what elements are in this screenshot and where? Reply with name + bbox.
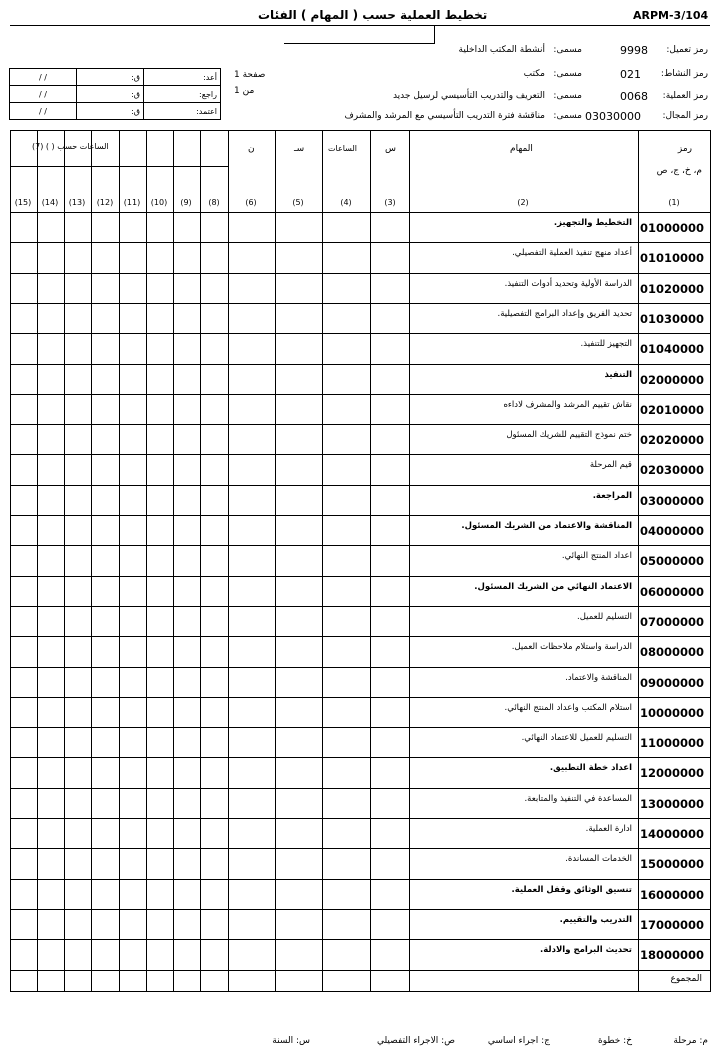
grid-hline — [10, 364, 710, 365]
grid-hline — [10, 485, 710, 486]
info-value: 9998 — [620, 44, 648, 57]
grid-hline — [10, 818, 710, 819]
page-title: تخطيط العملية حسب ( المهام ) الفئات — [258, 8, 488, 22]
col-number: (11) — [123, 198, 141, 207]
row-code: 10000000 — [639, 705, 704, 720]
grid-hline — [10, 788, 710, 789]
grid-hline — [10, 394, 710, 395]
row-task-name: التسليم للعميل. — [577, 611, 632, 622]
grid-hline — [10, 636, 710, 637]
row-task-name: الدراسة واستلام ملاحظات العميل. — [511, 642, 632, 653]
col-number: (1) — [668, 198, 680, 207]
signature-date: / / — [10, 86, 77, 103]
grid-hline — [10, 606, 710, 607]
signature-table — [9, 68, 221, 120]
row-code: 17000000 — [639, 917, 704, 932]
signature-row — [10, 86, 221, 103]
col-sa-header: سـ — [294, 144, 305, 154]
grid-hline — [10, 273, 710, 274]
col-number: (4) — [340, 198, 352, 207]
grid-hline — [10, 130, 710, 131]
col-number: (8) — [208, 198, 220, 207]
grid-vline — [37, 130, 38, 992]
col-number: (2) — [517, 198, 529, 207]
info-name: التعريف والتدريب التأسيسي لرسيل جديد — [392, 91, 545, 101]
col-n-header: ن — [248, 144, 255, 154]
row-code: 15000000 — [639, 857, 704, 872]
row-task-name: التخطيط والتجهيز. — [553, 218, 632, 228]
grid-hline — [10, 879, 710, 880]
row-code: 13000000 — [639, 796, 704, 811]
row-code: 09000000 — [639, 675, 704, 690]
row-task-name: الدراسة الأولية وتحديد أدوات التنفيذ. — [504, 278, 632, 289]
signature-initials: ق: — [77, 69, 144, 86]
grid-vline — [710, 130, 711, 992]
row-code: 02000000 — [639, 372, 704, 387]
signature-date: / / — [10, 69, 77, 86]
col-hours-by-header: الساعات حسب ( ) (7) — [32, 142, 109, 151]
row-code: 02010000 — [639, 402, 704, 417]
grid-hline — [10, 166, 228, 167]
title-bracket — [284, 25, 435, 44]
info-label: رمز النشاط: — [660, 69, 708, 79]
signature-role: أعد: — [144, 69, 221, 86]
grid-hline — [10, 970, 710, 971]
row-code: 01000000 — [639, 221, 704, 235]
grid-vline — [322, 130, 323, 992]
page-number: صفحة 1 — [234, 70, 266, 80]
info-name: مكتب — [523, 69, 545, 79]
total-label: المجموع — [670, 973, 702, 984]
row-task-name: قيم المرحلة — [589, 460, 632, 471]
col-s-header: س — [385, 144, 396, 154]
row-code: 01010000 — [639, 251, 704, 266]
grid-hline — [10, 697, 710, 698]
info-name-label: مسمى: — [553, 111, 582, 121]
grid-vline — [200, 130, 201, 992]
legend-item: خ: خطوة — [597, 1036, 632, 1046]
grid-hline — [10, 212, 710, 213]
row-task-name: التنفيذ — [604, 369, 632, 380]
legend-item: ج: اجراء اساسي — [487, 1036, 550, 1046]
grid-hline — [10, 909, 710, 910]
row-code: 16000000 — [639, 887, 704, 902]
grid-hline — [10, 242, 710, 243]
grid-vline — [228, 130, 229, 992]
row-task-name: التدريب والتقييم. — [559, 914, 632, 925]
row-code: 01040000 — [639, 342, 704, 357]
row-task-name: المناقشة والاعتماد. — [565, 672, 632, 683]
row-task-name: التسليم للعميل للاعتماد النهائي. — [521, 733, 632, 744]
grid-hline — [10, 757, 710, 758]
col-code-sub: م، خ، ج، ص — [656, 166, 702, 176]
signature-date: / / — [10, 103, 77, 120]
info-name-label: مسمى: — [553, 69, 582, 79]
row-task-name: تنسيق الوثائق وقفل العملية. — [511, 884, 632, 895]
grid-hline — [10, 667, 710, 668]
grid-vline — [10, 130, 11, 992]
grid-hline — [10, 545, 710, 546]
grid-vline — [638, 130, 639, 992]
info-value: 03030000 — [585, 110, 641, 123]
grid-hline — [10, 303, 710, 304]
grid-vline — [173, 130, 174, 992]
grid-vline — [91, 130, 92, 992]
task-grid — [10, 130, 710, 992]
row-code: 02020000 — [639, 433, 704, 448]
info-label: رمز العملية: — [662, 91, 708, 101]
grid-hline — [10, 991, 710, 992]
legend-item: ص: الاجراء التفصيلي — [376, 1036, 455, 1046]
info-name: مناقشة فترة التدريب التأسيسي مع المرشد والمشرف — [344, 111, 545, 121]
row-code: 01020000 — [639, 281, 704, 296]
signature-role: اعتمد: — [144, 103, 221, 120]
col-number: (5) — [292, 198, 304, 207]
row-code: 14000000 — [639, 827, 704, 841]
row-code: 01030000 — [639, 311, 704, 326]
legend-item: س: السنة — [272, 1036, 310, 1046]
col-number: (13) — [68, 198, 86, 207]
row-task-name: تحديد الفريق وإعداد البرامج التفصيلية. — [497, 308, 632, 319]
grid-hline — [10, 454, 710, 455]
row-code: 02030000 — [639, 463, 704, 478]
grid-vline — [146, 130, 147, 992]
row-code: 03000000 — [639, 493, 704, 508]
info-name-label: مسمى: — [553, 45, 582, 55]
info-name: أنشطة المكتب الداخلية — [458, 45, 545, 55]
col-number: (6) — [245, 198, 257, 207]
info-value: 0068 — [620, 90, 648, 103]
row-task-name: المساعدة في التنفيذ والمتابعة. — [524, 793, 632, 804]
col-number: (3) — [384, 198, 396, 207]
grid-hline — [10, 727, 710, 728]
row-code: 18000000 — [639, 948, 704, 963]
info-label: رمز المجال: — [662, 111, 708, 121]
grid-vline — [409, 130, 410, 992]
grid-vline — [119, 130, 120, 992]
row-task-name: الاعتماد النهائي من الشريك المسئول. — [474, 581, 632, 592]
row-task-name: نقاش تقييم المرشد والمشرف لاداءه — [503, 399, 632, 410]
signature-row — [10, 103, 221, 120]
row-task-name: تحديث البرامج والادلة. — [540, 945, 632, 956]
row-task-name: اعداد المنتج النهائي. — [561, 551, 632, 562]
info-value: 021 — [620, 68, 641, 81]
grid-vline — [275, 130, 276, 992]
grid-hline — [10, 333, 710, 334]
row-task-name: ادارة العملية. — [585, 824, 632, 834]
grid-hline — [10, 848, 710, 849]
form-code: ARPM-3/104 — [633, 9, 709, 22]
col-number: (12) — [96, 198, 114, 207]
row-task-name: أعداد منهج تنفيذ العملية التفصيلي. — [512, 248, 632, 259]
row-code: 06000000 — [639, 584, 704, 599]
col-tasks-header: المهام — [510, 144, 533, 154]
row-task-name: الخدمات المساندة. — [565, 854, 632, 865]
col-number: (9) — [180, 198, 192, 207]
col-code-header: رمز — [677, 144, 692, 154]
grid-hline — [10, 515, 710, 516]
row-code: 07000000 — [639, 614, 704, 629]
row-task-name: ختم نموذج التقييم للشريك المسئول — [506, 430, 632, 441]
signature-row — [10, 69, 221, 86]
grid-hline — [10, 939, 710, 940]
row-code: 08000000 — [639, 645, 704, 660]
col-number: (10) — [150, 198, 168, 207]
col-number: (14) — [41, 198, 59, 207]
info-name-label: مسمى: — [553, 91, 582, 101]
row-task-name: المناقشة والاعتماد من الشريك المسئول. — [461, 521, 632, 531]
row-task-name: التجهيز للتنفيذ. — [580, 339, 632, 350]
grid-hline — [10, 424, 710, 425]
row-task-name: المراجعة. — [592, 490, 632, 501]
grid-hline — [10, 576, 710, 577]
row-code: 05000000 — [639, 554, 704, 569]
row-task-name: اعداد خطة التطبيق. — [549, 763, 632, 774]
row-code: 04000000 — [639, 524, 704, 538]
legend-item: م: مرحلة — [673, 1036, 708, 1046]
signature-initials: ق: — [77, 103, 144, 120]
row-task-name: استلام المكتب واعداد المنتج النهائي. — [504, 702, 632, 713]
col-number: (15) — [14, 198, 32, 207]
page-of: من 1 — [234, 86, 255, 96]
col-hours-header: الساعات — [328, 144, 357, 153]
row-code: 11000000 — [639, 736, 704, 751]
grid-vline — [64, 130, 65, 992]
grid-vline — [370, 130, 371, 992]
signature-role: راجع: — [144, 86, 221, 103]
row-code: 12000000 — [639, 766, 704, 781]
signature-initials: ق: — [77, 86, 144, 103]
info-label: رمز تعميل: — [666, 45, 708, 55]
